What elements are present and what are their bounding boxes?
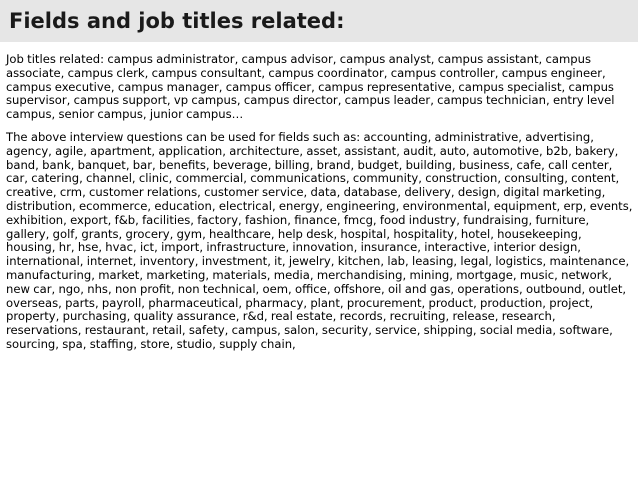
fields-paragraph: The above interview questions can be used for fields such as: accounting, administrative, advertising, agency, agile, apartment, application, architecture, asset, assistant, audit, auto, automotive, b2b, bakery, band, bank, banquet, bar, benefits, beverage, billing, brand, budget, building, business, cafe, call center, car, catering, channel, clinic, commercial, communications, community, construction, consulting, content, creative, crm, customer relations, customer service, data, database, delivery, design, digital marketing, distribution, ecommerce, education, electrical, energy, engineering, environmental, equipment, erp, events, exhibition, export, f&b, facilities, factory, fashion, finance, fmcg, food industry, fundraising, furniture, gallery, golf, grants, grocery, gym, healthcare, help desk, hospital, hospitality, hotel, housekeeping, housing, hr, hse, hvac, ict, import, infrastructure, innovation, insurance, interactive, interior design, international, internet, inventory, investment, it, jewelry, kitchen, lab, leasing, legal, logistics, maintenance, manufacturing, market, marketing, materials, media, merchandising, mining, mortgage, music, network, new car, ngo, nhs, non profit, non technical, oem, office, offshore, oil and gas, operations, outbound, outlet, overseas, parts, payroll, pharmaceutical, pharmacy, plant, procurement, product, production, project, property, purchasing, quality assurance, r&d, real estate, records, recruiting, release, research, reservations, restaurant, retail, safety, campus, salon, security, service, shipping, social media, software, sourcing, spa, staffing, store, studio, supply chain, [6, 129, 633, 351]
slide-title: Fields and job titles related: [9, 9, 345, 33]
slide-content [6, 53, 634, 352]
job-titles-paragraph: Job titles related: campus administrator, campus advisor, campus analyst, campus assistant, campus associate, campus clerk, campus consultant, campus coordinator, campus controller, campus engineer, campus executive, campus manager, campus officer, campus representative, campus specialist, campus supervisor, campus support, vp campus, campus director, campus leader, campus technician, entry level campus, senior campus, junior campus… [6, 52, 615, 122]
title-bar [0, 0, 638, 42]
